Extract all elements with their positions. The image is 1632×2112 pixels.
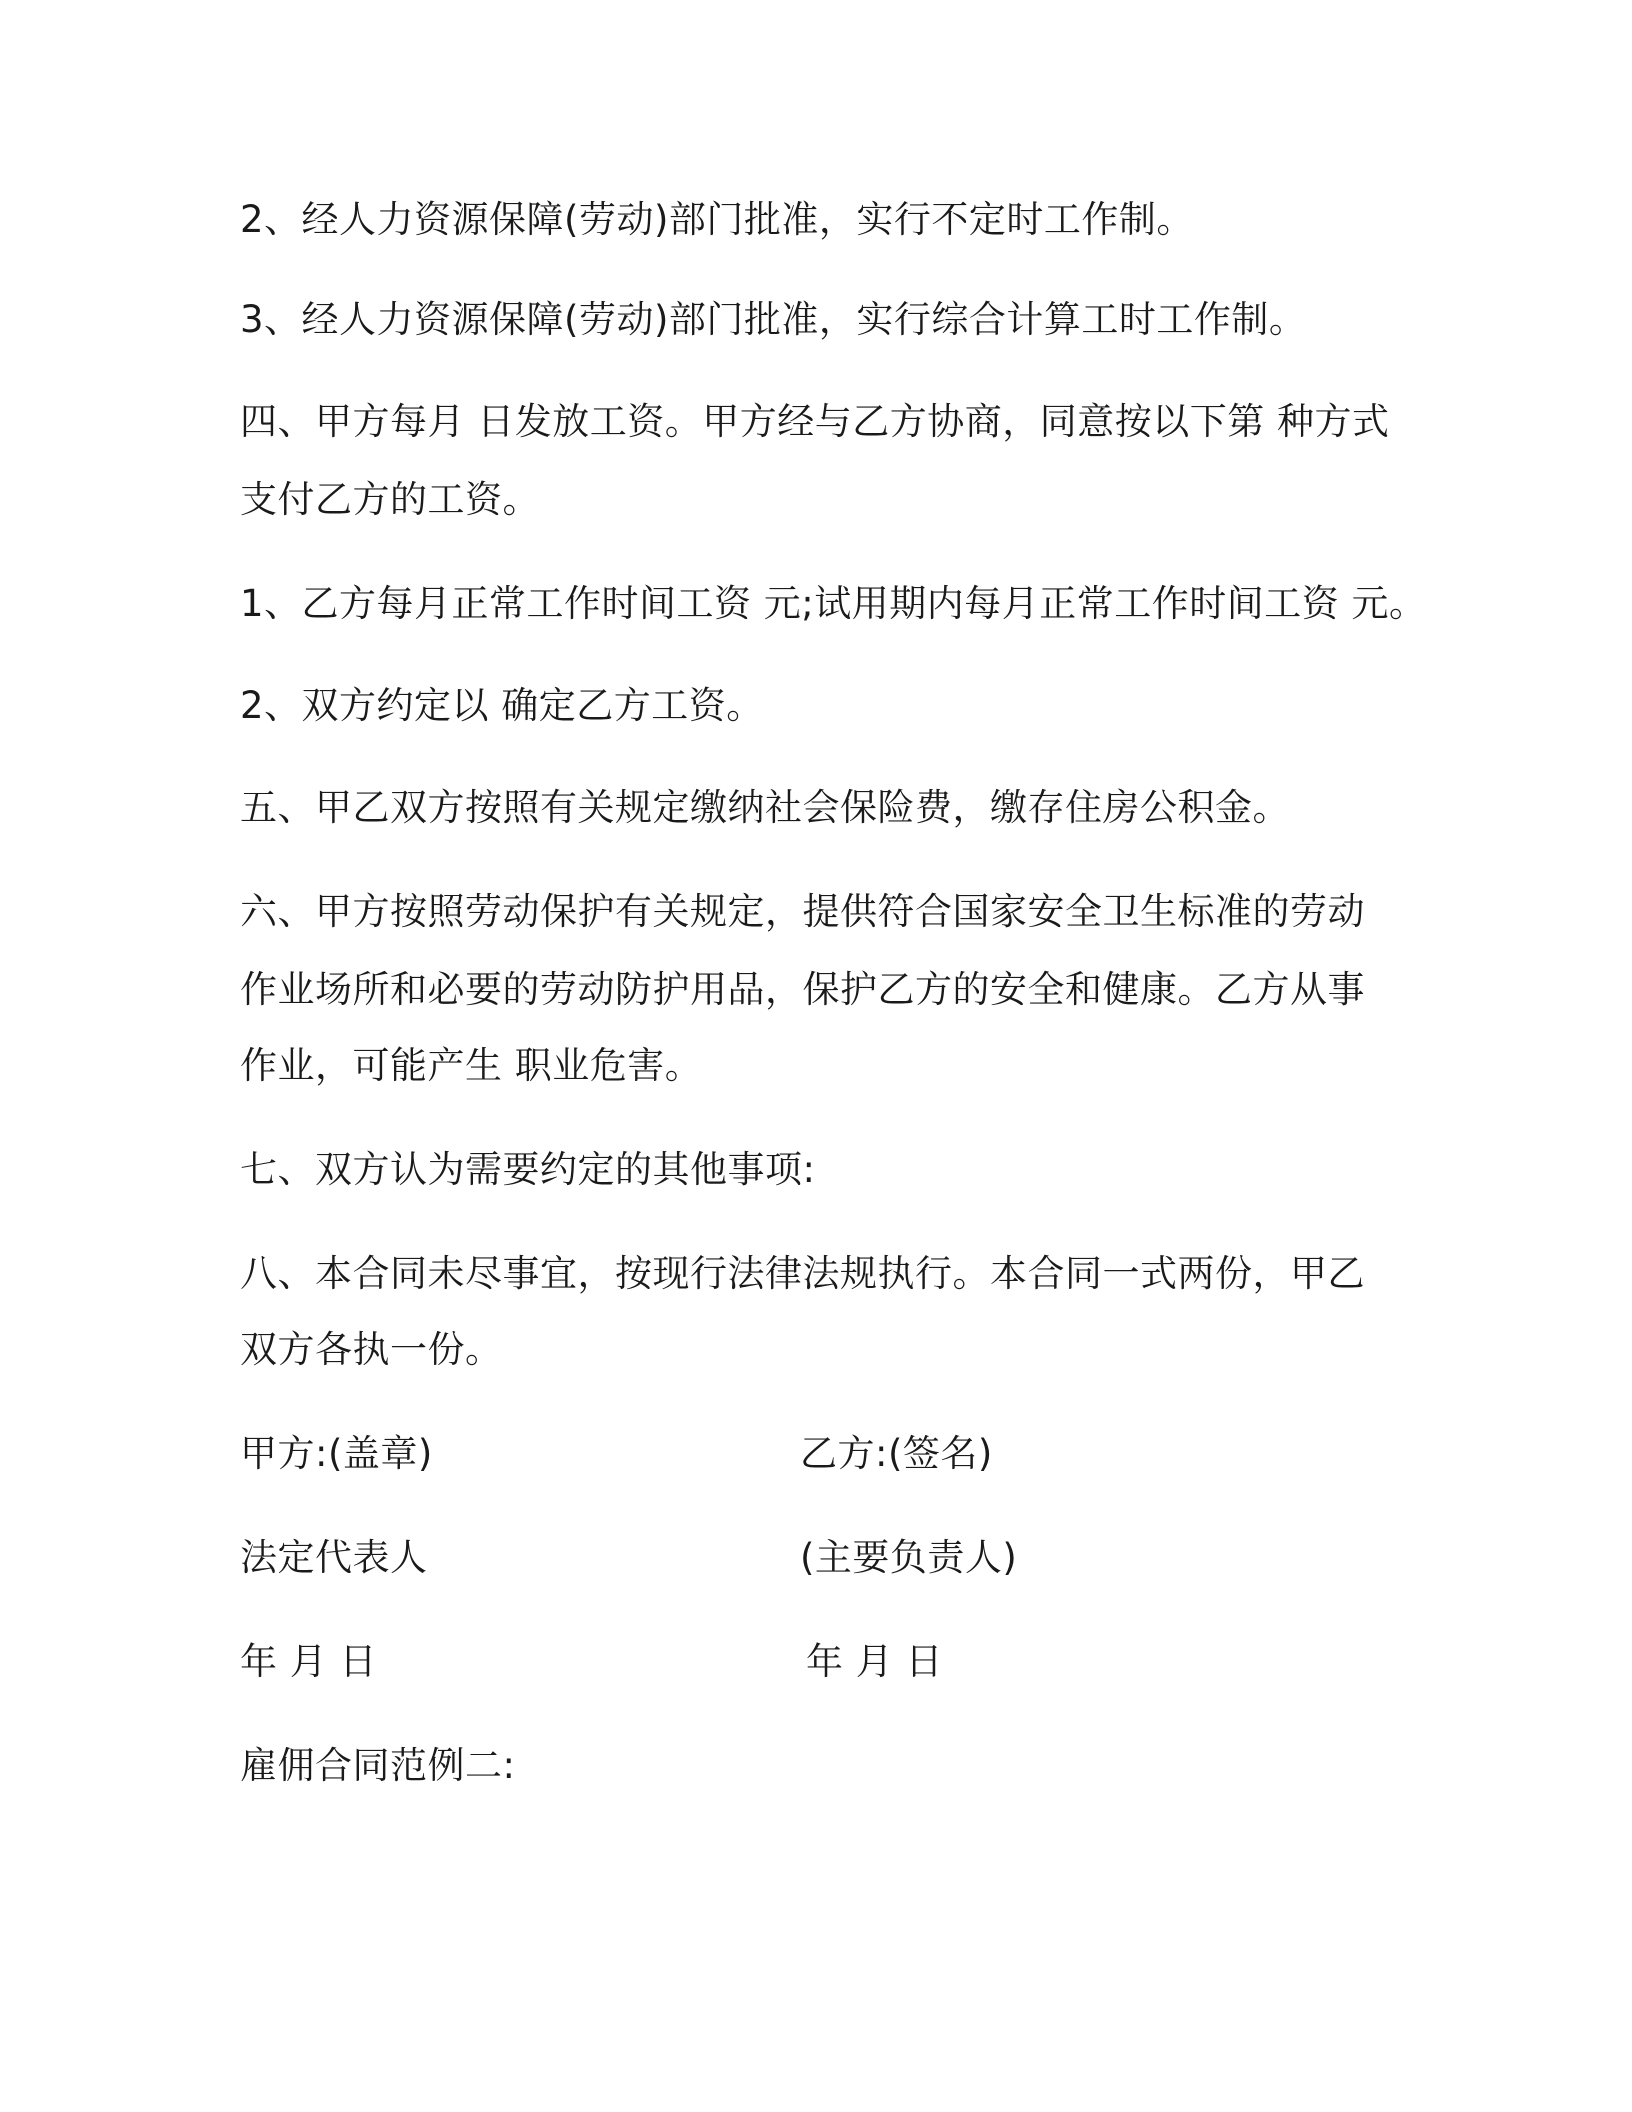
clause-line: 1、乙方每月正常工作时间工资 元;试用期内每月正常工作时间工资 元。 [240, 582, 1427, 625]
party-a-date: 年 月 日 [240, 1640, 378, 1683]
party-b-date: 年 月 日 [806, 1640, 944, 1683]
clause-line: 支付乙方的工资。 [240, 478, 540, 521]
party-a-representative: 法定代表人 [240, 1536, 428, 1579]
clause-line: 2、经人力资源保障(劳动)部门批准，实行不定时工作制。 [240, 198, 1194, 241]
party-b-sign-label: 乙方:(签名) [800, 1432, 993, 1475]
clause-line: 2、双方约定以 确定乙方工资。 [240, 684, 764, 727]
clause-line: 六、甲方按照劳动保护有关规定，提供符合国家安全卫生标准的劳动 [240, 890, 1365, 933]
clause-line: 3、经人力资源保障(劳动)部门批准，实行综合计算工时工作制。 [240, 298, 1307, 341]
clause-line: 五、甲乙双方按照有关规定缴纳社会保险费，缴存住房公积金。 [240, 786, 1290, 829]
clause-line: 作业场所和必要的劳动防护用品，保护乙方的安全和健康。乙方从事 [240, 968, 1365, 1011]
clause-line: 作业，可能产生 职业危害。 [240, 1044, 703, 1087]
party-b-representative: (主要负责人) [800, 1536, 1018, 1579]
clause-line: 八、本合同未尽事宜，按现行法律法规执行。本合同一式两份，甲乙 [240, 1252, 1365, 1295]
clause-line: 四、甲方每月 日发放工资。甲方经与乙方协商，同意按以下第 种方式 [240, 400, 1390, 443]
party-a-seal-label: 甲方:(盖章) [240, 1432, 433, 1475]
clause-line: 七、双方认为需要约定的其他事项: [240, 1148, 816, 1191]
clause-line: 双方各执一份。 [240, 1328, 503, 1371]
next-section-title: 雇佣合同范例二: [240, 1744, 516, 1787]
